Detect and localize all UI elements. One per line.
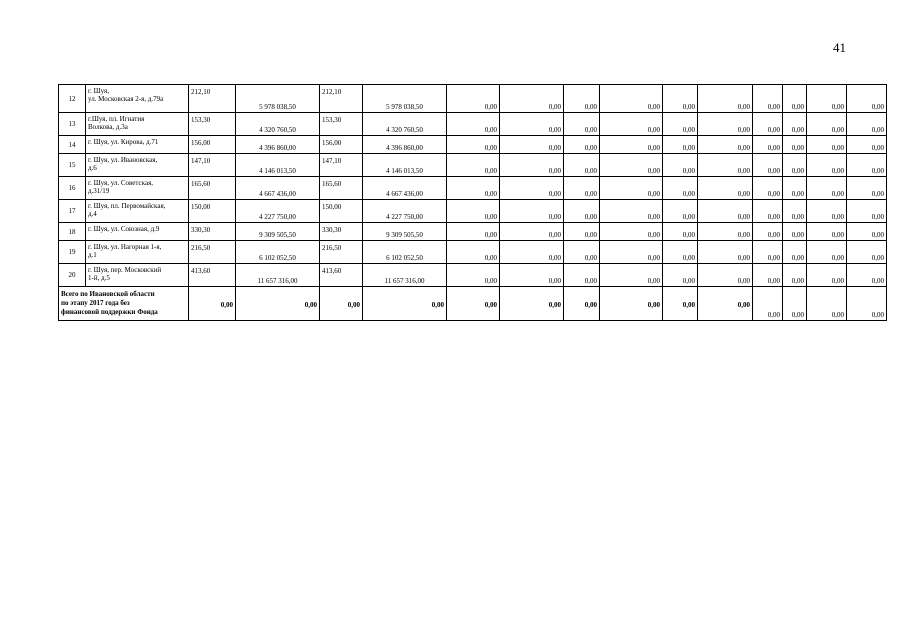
area-cell: 216,50 <box>189 241 236 264</box>
value-cell: 0,00 <box>447 136 500 154</box>
page-number: 41 <box>833 40 846 55</box>
area-cell: 165,60 <box>189 177 236 200</box>
value-cell: 0,00 <box>783 223 807 241</box>
value-cell: 0,00 <box>807 113 847 136</box>
value-cell: 0,00 <box>500 264 564 287</box>
total-value-cell: 0,00 <box>698 287 753 321</box>
value-cell: 0,00 <box>663 154 698 177</box>
total-label-line: Всего по Ивановской области <box>61 290 155 298</box>
value-cell: 0,00 <box>847 136 887 154</box>
value-cell: 0,00 <box>807 177 847 200</box>
value-cell: 0,00 <box>564 264 600 287</box>
value-cell: 0,00 <box>783 200 807 223</box>
value-cell: 0,00 <box>753 136 783 154</box>
value-cell: 0,00 <box>500 154 564 177</box>
value-cell: 0,00 <box>807 223 847 241</box>
value-cell: 0,00 <box>447 85 500 113</box>
value-cell: 0,00 <box>783 113 807 136</box>
address-cell <box>86 241 189 264</box>
area-cell: 330,30 <box>320 223 363 241</box>
address-cell <box>86 154 189 177</box>
value-cell: 0,00 <box>698 154 753 177</box>
value-cell: 0,00 <box>564 241 600 264</box>
cost-cell: 4 667 436,00 <box>363 177 447 200</box>
value-cell: 0,00 <box>698 113 753 136</box>
value-cell: 0,00 <box>600 177 663 200</box>
cost-cell: 4 320 760,50 <box>236 113 320 136</box>
value-cell: 0,00 <box>447 241 500 264</box>
value-cell: 0,00 <box>847 85 887 113</box>
total-value-cell: 0,00 <box>600 287 663 321</box>
address-cell <box>86 85 189 113</box>
row-number-cell: 17 <box>59 200 86 223</box>
value-cell: 0,00 <box>600 241 663 264</box>
row-number-cell: 20 <box>59 264 86 287</box>
value-cell: 0,00 <box>847 241 887 264</box>
total-label-line: по этапу 2017 года без <box>61 299 130 307</box>
area-cell: 147,10 <box>320 154 363 177</box>
value-cell: 0,00 <box>783 264 807 287</box>
total-value-cell: 0,00 <box>320 287 363 321</box>
cost-cell: 4 320 760,50 <box>363 113 447 136</box>
address-cell <box>86 136 189 154</box>
cost-cell: 5 978 038,50 <box>363 85 447 113</box>
row-number-cell: 19 <box>59 241 86 264</box>
address-line: г. Шуя, ул. Кирова, д.71 <box>88 138 159 146</box>
table-row <box>59 177 887 200</box>
cost-cell: 4 667 436,00 <box>236 177 320 200</box>
value-cell: 0,00 <box>663 85 698 113</box>
value-cell: 0,00 <box>663 113 698 136</box>
address-cell <box>86 177 189 200</box>
value-cell: 0,00 <box>600 136 663 154</box>
address-line: Волкова, д.3а <box>88 123 128 131</box>
area-cell: 153,30 <box>320 113 363 136</box>
cost-cell: 4 146 013,50 <box>236 154 320 177</box>
address-line: г. Шуя, ул. Ивановская, <box>88 156 158 164</box>
value-cell: 0,00 <box>663 264 698 287</box>
value-cell: 0,00 <box>500 177 564 200</box>
value-cell: 0,00 <box>500 136 564 154</box>
value-cell: 0,00 <box>783 177 807 200</box>
value-cell: 0,00 <box>600 264 663 287</box>
value-cell: 0,00 <box>447 200 500 223</box>
address-cell <box>86 200 189 223</box>
area-cell: 413,60 <box>320 264 363 287</box>
cost-cell: 4 146 013,50 <box>363 154 447 177</box>
cost-cell: 11 657 316,00 <box>236 264 320 287</box>
value-cell: 0,00 <box>698 177 753 200</box>
cost-cell: 11 657 316,00 <box>363 264 447 287</box>
value-cell: 0,00 <box>500 241 564 264</box>
value-cell: 0,00 <box>807 85 847 113</box>
value-cell: 0,00 <box>663 241 698 264</box>
value-cell: 0,00 <box>564 154 600 177</box>
value-cell: 0,00 <box>500 113 564 136</box>
area-cell: 216,50 <box>320 241 363 264</box>
table-row <box>59 85 887 113</box>
area-cell: 156,00 <box>320 136 363 154</box>
value-cell: 0,00 <box>663 223 698 241</box>
address-line: д.31/19 <box>88 187 110 195</box>
value-cell: 0,00 <box>447 264 500 287</box>
value-cell: 0,00 <box>753 264 783 287</box>
total-value-cell: 0,00 <box>807 287 847 321</box>
cost-cell: 5 978 038,50 <box>236 85 320 113</box>
row-number-cell: 18 <box>59 223 86 241</box>
total-value-cell: 0,00 <box>783 287 807 321</box>
value-cell: 0,00 <box>783 241 807 264</box>
value-cell: 0,00 <box>698 200 753 223</box>
value-cell: 0,00 <box>564 113 600 136</box>
value-cell: 0,00 <box>847 264 887 287</box>
value-cell: 0,00 <box>783 85 807 113</box>
value-cell: 0,00 <box>564 223 600 241</box>
value-cell: 0,00 <box>500 85 564 113</box>
row-number-cell: 15 <box>59 154 86 177</box>
cost-cell: 9 309 505,50 <box>363 223 447 241</box>
address-cell <box>86 223 189 241</box>
value-cell: 0,00 <box>807 136 847 154</box>
total-row <box>59 287 887 321</box>
value-cell: 0,00 <box>698 85 753 113</box>
value-cell: 0,00 <box>807 241 847 264</box>
value-cell: 0,00 <box>600 200 663 223</box>
value-cell: 0,00 <box>447 223 500 241</box>
value-cell: 0,00 <box>847 177 887 200</box>
value-cell: 0,00 <box>663 177 698 200</box>
value-cell: 0,00 <box>847 113 887 136</box>
cost-cell: 4 227 750,00 <box>236 200 320 223</box>
total-value-cell: 0,00 <box>564 287 600 321</box>
value-cell: 0,00 <box>753 223 783 241</box>
row-number-cell: 12 <box>59 85 86 113</box>
value-cell: 0,00 <box>783 136 807 154</box>
area-cell: 212,10 <box>189 85 236 113</box>
value-cell: 0,00 <box>663 136 698 154</box>
value-cell: 0,00 <box>500 223 564 241</box>
table-row <box>59 264 887 287</box>
address-cell <box>86 264 189 287</box>
area-cell: 212,10 <box>320 85 363 113</box>
value-cell: 0,00 <box>807 200 847 223</box>
total-label-cell <box>59 287 189 321</box>
value-cell: 0,00 <box>783 154 807 177</box>
table-row <box>59 113 887 136</box>
total-label-line: финансовой поддержки Фонда <box>61 308 158 316</box>
area-cell: 413,60 <box>189 264 236 287</box>
table-row <box>59 154 887 177</box>
total-value-cell: 0,00 <box>500 287 564 321</box>
value-cell: 0,00 <box>564 85 600 113</box>
cost-cell: 6 102 052,50 <box>236 241 320 264</box>
total-value-cell: 0,00 <box>663 287 698 321</box>
cost-cell: 6 102 052,50 <box>363 241 447 264</box>
value-cell: 0,00 <box>807 264 847 287</box>
total-value-cell: 0,00 <box>363 287 447 321</box>
area-cell: 165,60 <box>320 177 363 200</box>
address-line: д.6 <box>88 164 97 172</box>
cost-cell: 4 396 860,00 <box>236 136 320 154</box>
value-cell: 0,00 <box>753 85 783 113</box>
value-cell: 0,00 <box>847 154 887 177</box>
address-line: г. Шуя, ул. Советская, <box>88 179 154 187</box>
value-cell: 0,00 <box>447 113 500 136</box>
cost-cell: 4 227 750,00 <box>363 200 447 223</box>
total-value-cell: 0,00 <box>847 287 887 321</box>
value-cell: 0,00 <box>698 136 753 154</box>
value-cell: 0,00 <box>600 85 663 113</box>
value-cell: 0,00 <box>698 241 753 264</box>
area-cell: 150,00 <box>320 200 363 223</box>
area-cell: 330,30 <box>189 223 236 241</box>
housing-program-table <box>58 84 887 321</box>
value-cell: 0,00 <box>564 136 600 154</box>
total-value-cell: 0,00 <box>447 287 500 321</box>
address-line: ул. Московская 2-я, д.79а <box>88 95 164 103</box>
value-cell: 0,00 <box>753 200 783 223</box>
area-cell: 147,10 <box>189 154 236 177</box>
address-line: 1-й, д.5 <box>88 274 110 282</box>
total-value-cell: 0,00 <box>753 287 783 321</box>
area-cell: 153,30 <box>189 113 236 136</box>
table-row <box>59 223 887 241</box>
table-row <box>59 241 887 264</box>
table-row <box>59 136 887 154</box>
value-cell: 0,00 <box>698 223 753 241</box>
value-cell: 0,00 <box>500 200 564 223</box>
value-cell: 0,00 <box>753 241 783 264</box>
value-cell: 0,00 <box>600 113 663 136</box>
address-line: г. Шуя, пер. Московский <box>88 266 162 274</box>
value-cell: 0,00 <box>663 200 698 223</box>
address-line: д.1 <box>88 251 97 259</box>
value-cell: 0,00 <box>447 154 500 177</box>
table-row <box>59 200 887 223</box>
area-cell: 156,00 <box>189 136 236 154</box>
area-cell: 150,00 <box>189 200 236 223</box>
value-cell: 0,00 <box>753 113 783 136</box>
row-number-cell: 16 <box>59 177 86 200</box>
value-cell: 0,00 <box>753 177 783 200</box>
value-cell: 0,00 <box>600 154 663 177</box>
value-cell: 0,00 <box>753 154 783 177</box>
cost-cell: 4 396 860,00 <box>363 136 447 154</box>
value-cell: 0,00 <box>847 200 887 223</box>
total-value-cell: 0,00 <box>189 287 236 321</box>
address-line: д.4 <box>88 210 97 218</box>
address-line: г.Шуя, пл. Игнатия <box>88 115 145 123</box>
address-line: г. Шуя, пл. Первомайская, <box>88 202 166 210</box>
address-line: г. Шуя, ул. Союзная, д.9 <box>88 225 160 233</box>
value-cell: 0,00 <box>807 154 847 177</box>
address-line: г. Шуя, <box>88 87 109 95</box>
value-cell: 0,00 <box>698 264 753 287</box>
cost-cell: 9 309 505,50 <box>236 223 320 241</box>
row-number-cell: 13 <box>59 113 86 136</box>
total-value-cell: 0,00 <box>236 287 320 321</box>
value-cell: 0,00 <box>847 223 887 241</box>
row-number-cell: 14 <box>59 136 86 154</box>
value-cell: 0,00 <box>564 177 600 200</box>
value-cell: 0,00 <box>447 177 500 200</box>
value-cell: 0,00 <box>600 223 663 241</box>
value-cell: 0,00 <box>564 200 600 223</box>
address-line: г. Шуя, ул. Нагорная 1-я, <box>88 243 162 251</box>
address-cell <box>86 113 189 136</box>
